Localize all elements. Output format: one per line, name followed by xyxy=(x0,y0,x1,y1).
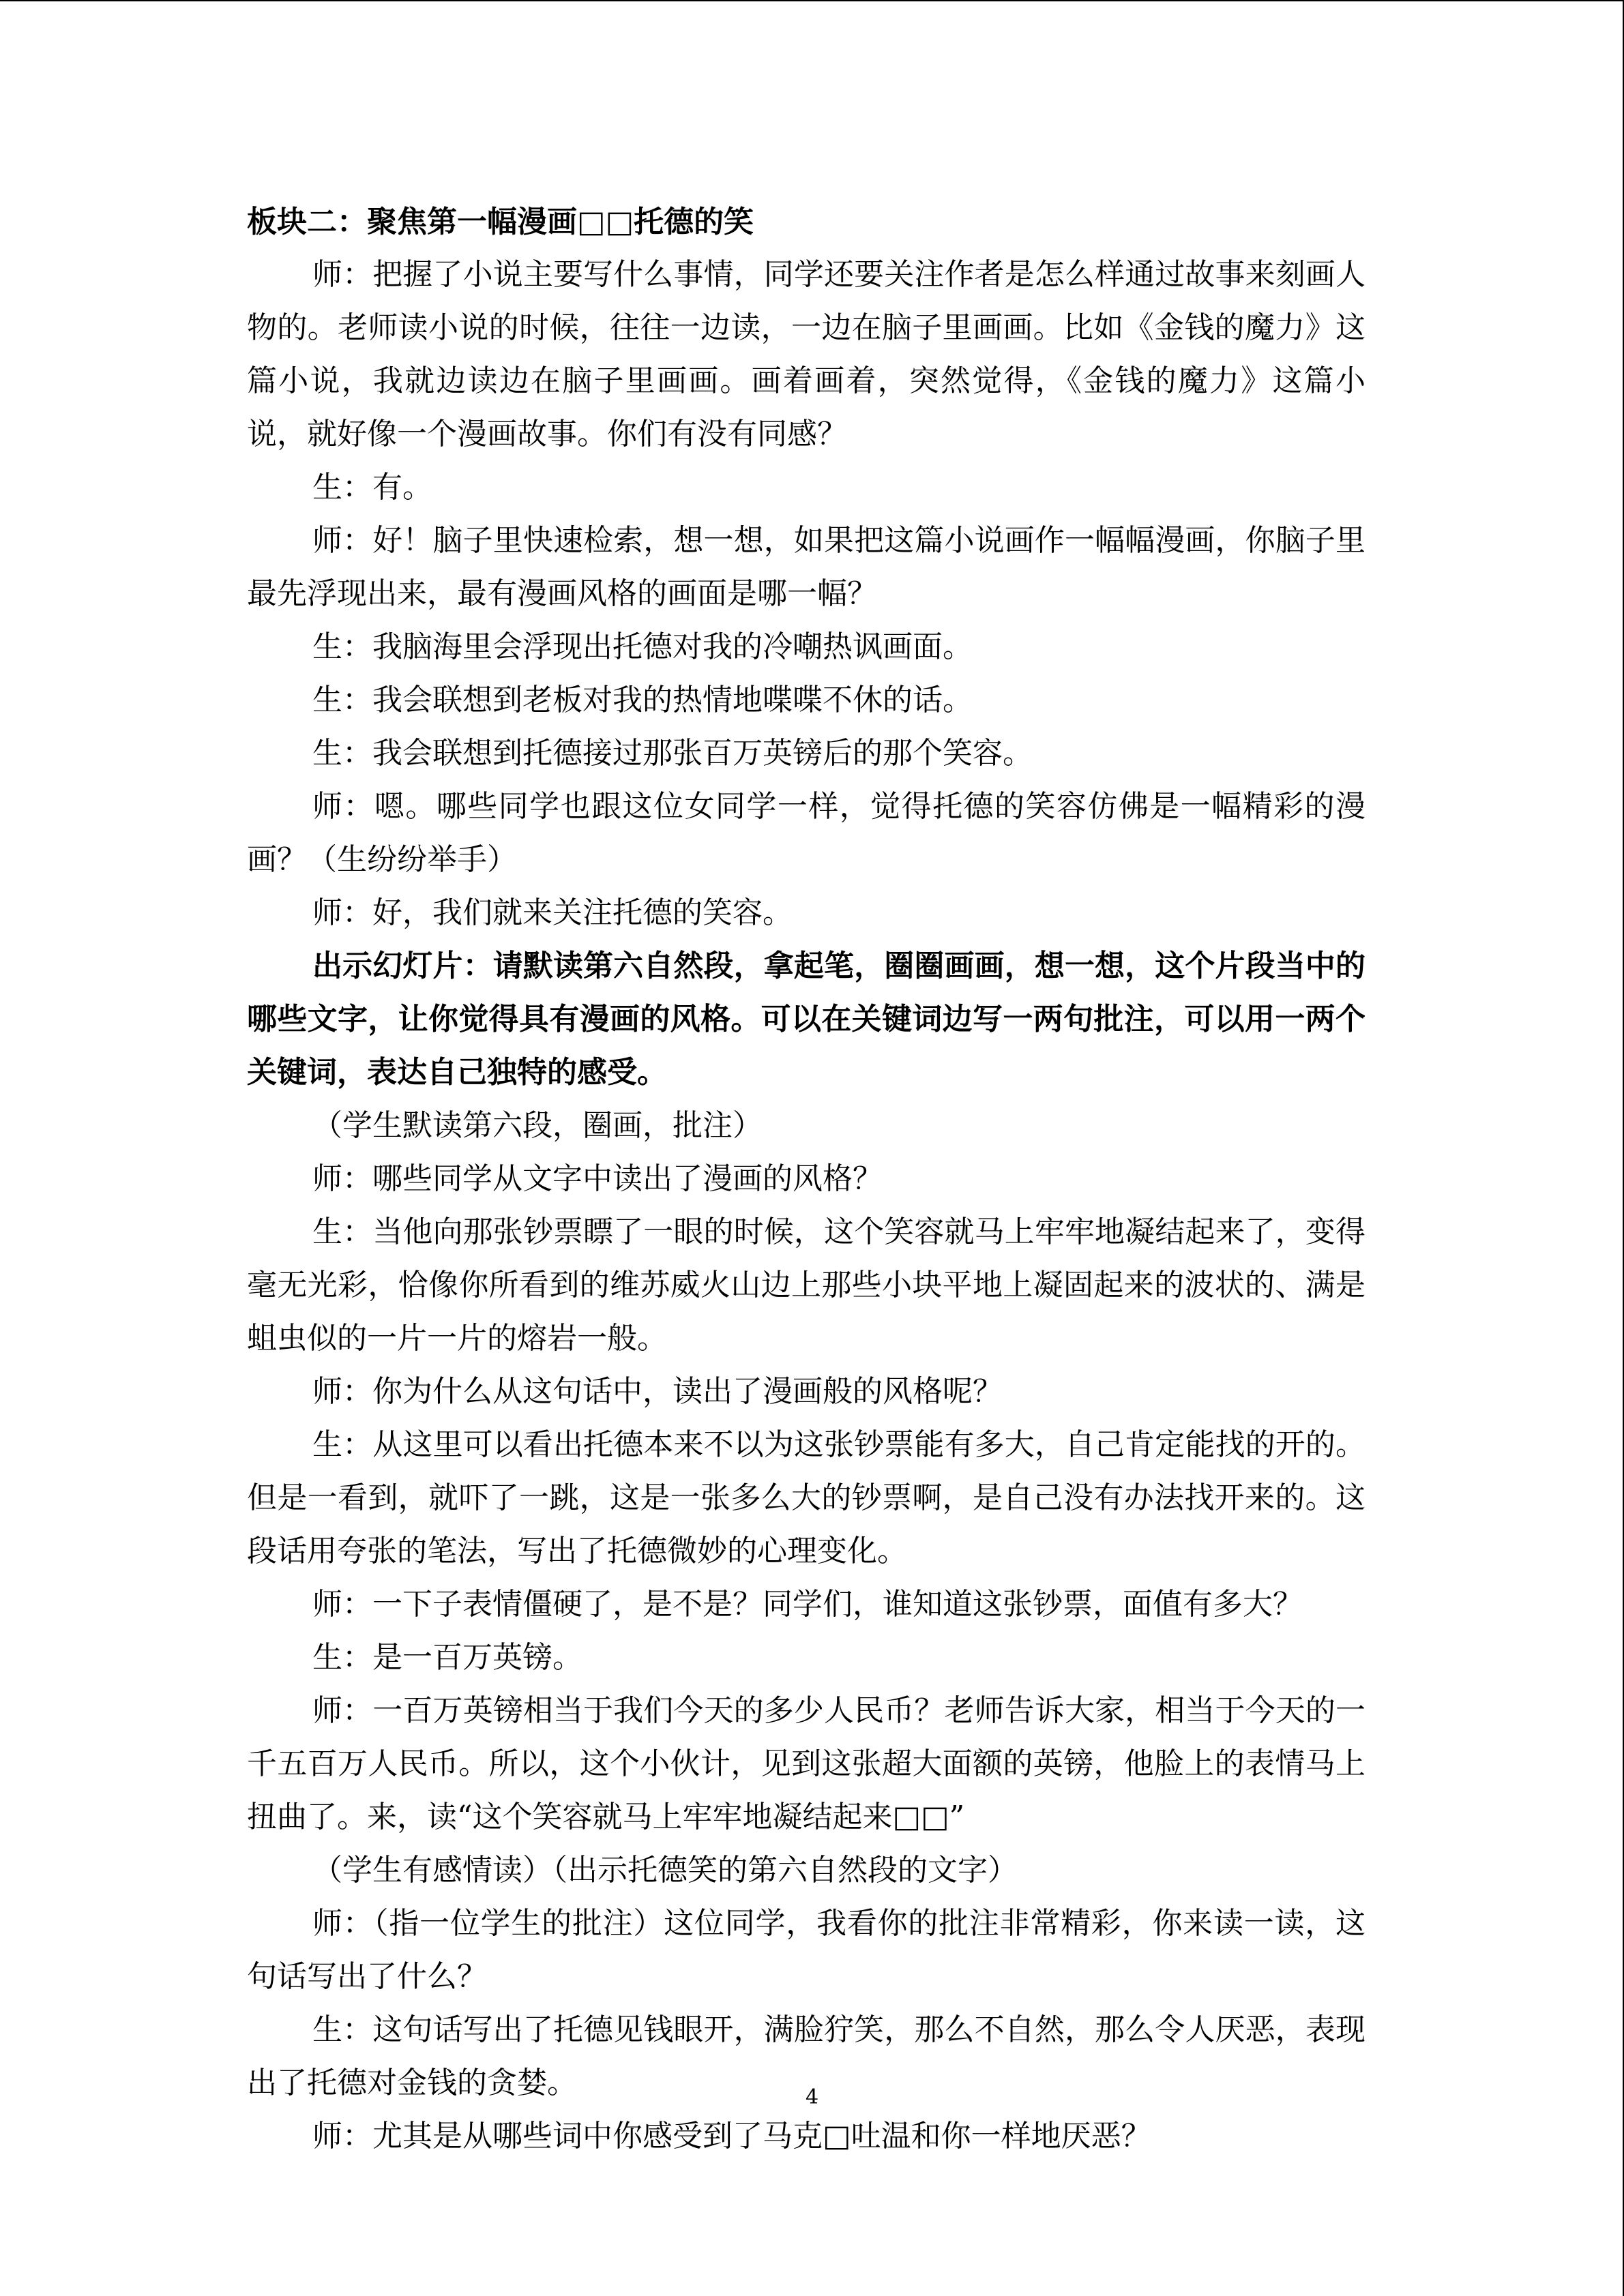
paragraph-student-answer-2: 生：我会联想到老板对我的热情地喋喋不休的话。 xyxy=(312,683,973,717)
paragraph-teacher-rmb: 师：一百万英镑相当于我们今天的多少人民币？老师告诉大家，相当于今天的一千五百万人民币。所以，这个小伙计，见到这张超大面额的英镑，他脸上的表情马上扭曲了。来，读“这个笑容就马上牢牢地凝结起来□□” xyxy=(247,1693,1365,1834)
paragraph-teacher-annotation: 师：（指一位学生的批注）这位同学，我看你的批注非常精彩，你来读一读，这句话写出了什么？ xyxy=(247,1906,1365,1994)
paragraph-teacher-intro: 师：把握了小说主要写什么事情，同学还要关注作者是怎么样通过故事来刻画人物的。老师读小说的时候，往往一边读，一边在脑子里画画。比如《金钱的魔力》这篇小说，我就边读边在脑子里画画。画着画着，突然觉得，《金钱的魔力》这篇小说，就好像一个漫画故事。你们有没有同感？ xyxy=(247,257,1365,451)
paragraph-teacher-final-question: 师：尤其是从哪些词中你感受到了马克□吐温和你一样地厌恶？ xyxy=(312,2119,1151,2153)
page-number: 4 xyxy=(805,2085,819,2109)
paragraph-teacher-question: 师：好！脑子里快速检索，想一想，如果把这篇小说画作一幅幅漫画，你脑子里最先浮现出来，最有漫画风格的画面是哪一幅？ xyxy=(247,523,1365,611)
paragraph-slide-instruction: 出示幻灯片：请默读第六自然段，拿起笔，圈圈画画，想一想，这个片段当中的哪些文字，让你觉得具有漫画的风格。可以在关键词边写一两句批注，可以用一两个关键词，表达自己独特的感受。 xyxy=(247,949,1365,1090)
paragraph-student-annotation: 生：这句话写出了托德见钱眼开，满脸狞笑，那么不自然，那么令人厌恶，表现出了托德对金钱的贪婪。 xyxy=(247,2012,1365,2100)
section-heading: 板块二：聚焦第一幅漫画□□托德的笑 xyxy=(247,205,754,239)
document-body xyxy=(247,196,1365,2163)
paragraph-teacher-focus: 师：好，我们就来关注托德的笑容。 xyxy=(312,895,793,930)
paragraph-teacher-value-question: 师：一下子表情僵硬了，是不是？同学们，谁知道这张钞票，面值有多大？ xyxy=(312,1587,1303,1622)
paragraph-teacher-followup: 师：嗯。哪些同学也跟这位女同学一样，觉得托德的笑容仿佛是一幅精彩的漫画？（生纷纷举手） xyxy=(247,789,1365,877)
paragraph-student-answer-1: 生：我脑海里会浮现出托德对我的冷嘲热讽画面。 xyxy=(312,629,973,664)
paragraph-student-explain: 生：从这里可以看出托德本来不以为这张钞票能有多大，自己肯定能找的开的。但是一看到，就吓了一跳，这是一张多么大的钞票啊，是自己没有办法找开来的。这段话用夸张的笔法，写出了托德微妙的心理变化。 xyxy=(247,1427,1365,1568)
paragraph-student-reading: （学生默读第六段，圈画，批注） xyxy=(312,1108,763,1143)
paragraph-teacher-ask-style: 师：哪些同学从文字中读出了漫画的风格？ xyxy=(312,1161,883,1196)
paragraph-teacher-why: 师：你为什么从这句话中，读出了漫画般的风格呢？ xyxy=(312,1374,1003,1409)
paragraph-student-quote: 生：当他向那张钞票瞟了一眼的时候，这个笑容就马上牢牢地凝结起来了，变得毫无光彩，恰像你所看到的维苏威火山边上那些小块平地上凝固起来的波状的、满是蛆虫似的一片一片的熔岩一般。 xyxy=(247,1214,1365,1356)
paragraph-student-answer-3: 生：我会联想到托德接过那张百万英镑后的那个笑容。 xyxy=(312,736,1033,771)
paragraph-student-yes: 生：有。 xyxy=(312,470,432,505)
paragraph-student-emotional-reading: （学生有感情读）（出示托德笑的第六自然段的文字） xyxy=(312,1853,1018,1888)
paragraph-student-value: 生：是一百万英镑。 xyxy=(312,1640,582,1675)
